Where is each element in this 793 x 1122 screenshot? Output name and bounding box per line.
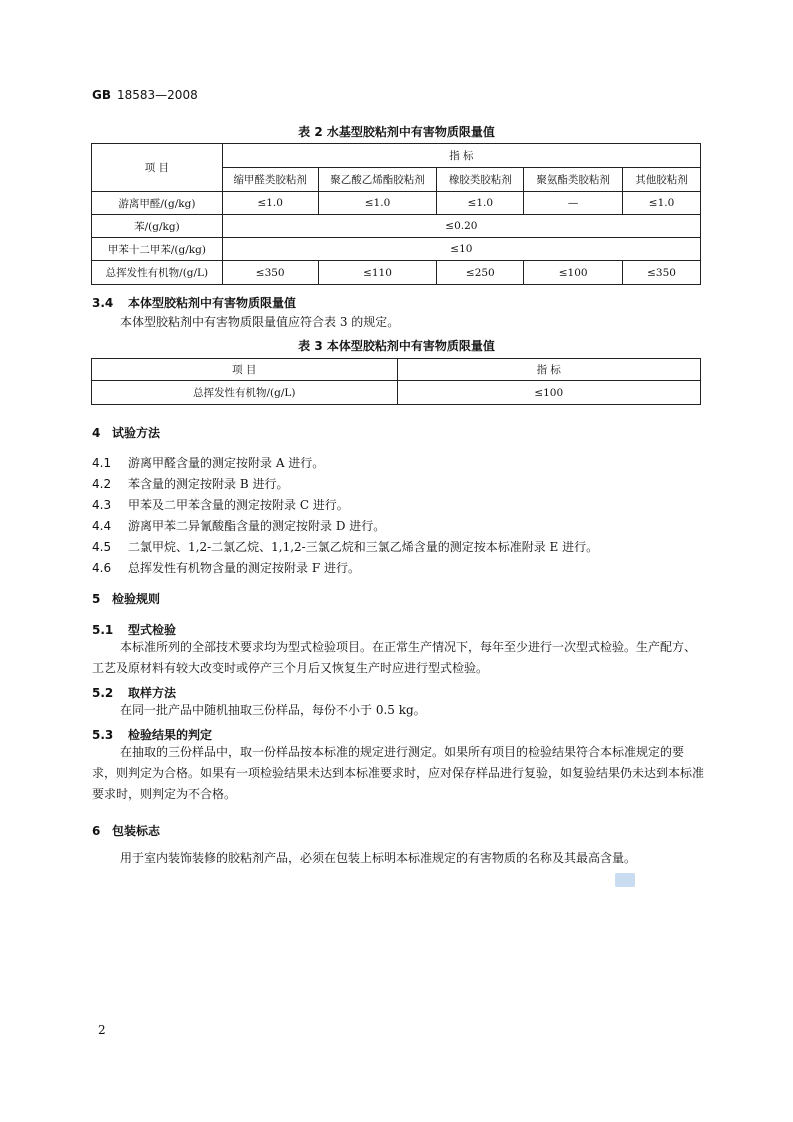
table3-caption: 表 3 本体型胶粘剂中有害物质限量值 (298, 339, 495, 353)
cell-value: ≤0.20 (222, 215, 700, 238)
table3-indicator-header: 指 标 (397, 359, 701, 381)
cell-value: ≤10 (222, 238, 700, 261)
cell-value: — (524, 192, 623, 215)
section-6-heading: 6 包装标志 (92, 824, 161, 838)
table3 (91, 358, 701, 405)
table2-column-header: 聚乙酸乙烯酯胶粘剂 (318, 168, 437, 192)
section-4-heading: 4 试验方法 (92, 426, 161, 440)
cell-value: ≤250 (437, 261, 524, 285)
list-item: 4.1 游离甲醛含量的测定按附录 A 进行。 (92, 456, 325, 470)
std-code: GB (92, 88, 111, 102)
list-item: 4.6 总挥发性有机物含量的测定按附录 F 进行。 (92, 561, 360, 575)
table-row (92, 261, 701, 285)
table2-caption: 表 2 水基型胶粘剂中有害物质限量值 (298, 125, 495, 139)
list-item: 4.2 苯含量的测定按附录 B 进行。 (92, 477, 289, 491)
cell-value: ≤110 (318, 261, 437, 285)
section-5-3-text: 在抽取的三份样品中，取一份样品按本标准的规定进行测定。如果所有项目的检验结果符合本标准规定的要求，则判定为合格。如果有一项检验结果未达到本标准要求时，应对保存样品进行复验，如复验结果仍未达到本标准要求时，则判定为不合格。 (92, 745, 705, 801)
row-item: 游离甲醛/(g/kg) (92, 192, 223, 215)
section-6-text: 用于室内装饰装修的胶粘剂产品，必须在包装上标明本标准规定的有害物质的名称及其最高含量。 (120, 851, 637, 865)
row-item: 总挥发性有机物/(g/L) (92, 261, 223, 285)
list-item: 4.4 游离甲苯二异氰酸酯含量的测定按附录 D 进行。 (92, 519, 386, 533)
cell-value: ≤100 (524, 261, 623, 285)
table2-column-header: 缩甲醛类胶粘剂 (222, 168, 318, 192)
table2-indicator-header: 指 标 (222, 144, 700, 168)
section-5-1-text: 本标准所列的全部技术要求均为型式检验项目。在正常生产情况下，每年至少进行一次型式检验。生产配方、工艺及原材料有较大改变时或停产三个月后又恢复生产时应进行型式检验。 (92, 640, 697, 675)
table-row (92, 238, 701, 261)
cell-value: ≤1.0 (318, 192, 437, 215)
table2 (91, 143, 701, 285)
table2-item-header: 项 目 (92, 144, 223, 192)
row-item: 甲苯十二甲苯/(g/kg) (92, 238, 223, 261)
cell-value: ≤1.0 (222, 192, 318, 215)
section-5-2-text: 在同一批产品中随机抽取三份样品，每份不小于 0.5 kg。 (120, 703, 426, 717)
section-5-2-heading: 5.2 取样方法 (92, 686, 177, 700)
cell-value: ≤1.0 (623, 192, 701, 215)
list-item: 4.3 甲苯及二甲苯含量的测定按附录 C 进行。 (92, 498, 349, 512)
table2-column-header: 聚氨酯类胶粘剂 (524, 168, 623, 192)
row-item: 总挥发性有机物/(g/L) (92, 381, 398, 405)
section-3-4-heading: 3.4 本体型胶粘剂中有害物质限量值 (92, 296, 297, 310)
table3-item-header: 项 目 (92, 359, 398, 381)
section-5-heading: 5 检验规则 (92, 592, 161, 606)
section-3-4-text: 本体型胶粘剂中有害物质限量值应符合表 3 的规定。 (120, 315, 400, 329)
section-5-1-heading: 5.1 型式检验 (92, 623, 177, 637)
table-row (92, 381, 701, 405)
table-row (92, 215, 701, 238)
standard-header (92, 88, 198, 102)
cell-value: ≤350 (222, 261, 318, 285)
section-5-3-heading: 5.3 检验结果的判定 (92, 728, 213, 742)
std-number: 18583—2008 (117, 88, 198, 102)
table2-column-header: 橡胶类胶粘剂 (437, 168, 524, 192)
cell-value: ≤350 (623, 261, 701, 285)
table-row (92, 192, 701, 215)
page-number: 2 (98, 1023, 106, 1037)
row-item: 苯/(g/kg) (92, 215, 223, 238)
cell-value: ≤100 (397, 381, 701, 405)
list-item: 4.5 二氯甲烷、1,2-二氯乙烷、1,1,2-三氯乙烷和三氯乙烯含量的测定按本标准附录 E 进行。 (92, 540, 599, 554)
cell-value: ≤1.0 (437, 192, 524, 215)
stamp-mark (615, 873, 635, 887)
table2-column-header: 其他胶粘剂 (623, 168, 701, 192)
